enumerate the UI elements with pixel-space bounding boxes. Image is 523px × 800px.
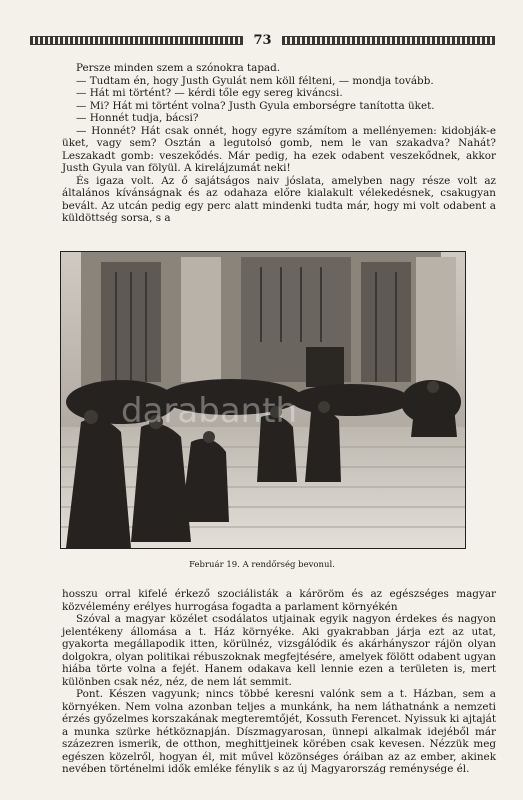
paragraph: — Hát mi történt? — kérdi tőle egy sereg kiváncsi.: [76, 87, 343, 99]
paragraph: — Tudtam én, hogy Justh Gyulát nem köll félteni, — mondja tovább.: [76, 74, 434, 87]
page-header: [30, 30, 495, 50]
text-block-top: [62, 62, 496, 225]
text-block-bottom: [62, 588, 496, 776]
paragraph: Szóval a magyar közélet csodálatos utjainak egyik nagyon érdekes és nagyon jelentékeny állomása a t. Ház környéke. Aki gyakrabban járja ezt az utat, gyakorta megállapodik itten, körülnéz, vizsgálódik és akárhányszor rájön olyan dolgokra, olyan politikai rébuszoknak megfejtésére, amelyek fölött odabent ugyan hiába törte volna a fejét. Hanem odakava kell lennie ezen a területen is, mert különben csak néz, néz, de nem lát semmit.: [62, 613, 496, 688]
photo-watermark: darabanth: [121, 391, 298, 431]
paragraph: És igaza volt. Az ő sajátságos naiv jóslata, amelyben nagy része volt az általános kívánságnak és az odahaza előre kialakult vélekedésnek, csakugyan bevált. Az utcán pedig egy perc alatt mindenki tudta már, hogy mi volt odabent a küldöttség sorsa, s a: [62, 174, 496, 224]
ornament-right: [282, 36, 495, 45]
paragraph: Persze minden szem a szónokra tapad.: [76, 62, 281, 74]
paragraph: — Mi? Hát mi történt volna? Justh Gyula emborségre tanította üket.: [76, 99, 435, 112]
photograph: [60, 251, 466, 549]
photo-caption: Február 19. A rendőrség bevonul.: [189, 560, 335, 570]
ornament-left: [30, 36, 243, 45]
page-number: 73: [253, 32, 272, 48]
photo-illustration: [61, 252, 465, 548]
paragraph: hosszu orral kifelé érkező szociálisták a káröröm és az egészséges magyar közvélemény erélyes hurrogása fogadta a parlament környékén: [62, 588, 496, 613]
paragraph: Pont. Készen vagyunk; nincs többé keresni valónk sem a t. Házban, sem a környéken. Nem volna azonban teljes a munkánk, ha nem láthatnánk a nemzeti érzés győzelmes korszakának megteremtőjét, Kossuth Ferencet. Nyissuk ki ajtaját a munka szürke hétköznapján. Díszmagyarosan, ünnepi alkalmak idejéből már százezren ismerik, de otthon, meghittjeinek körében csak kevesen. Nézzük meg egészen közelről, hogyan él, mit művel közönséges óráiban az az ember, akinek nevében történelmi idők emléke fénylik s az új Magyarország reménysége él.: [62, 688, 496, 775]
paragraph: — Honnét tudja, bácsi?: [76, 112, 199, 124]
paragraph: — Honnét? Hát csak onnét, hogy egyre számítom a mellényemen: kidobják-e üket, vagy sem? Osztán a legutolsó gomb, nem le van szakadva? Nahát? Leszakadt gomb: veszekődés. Már pedig, ha ezek odabent veszekődnek, akkor Justh Gyula van fölyül. A kirelájzumát neki!: [62, 124, 496, 174]
